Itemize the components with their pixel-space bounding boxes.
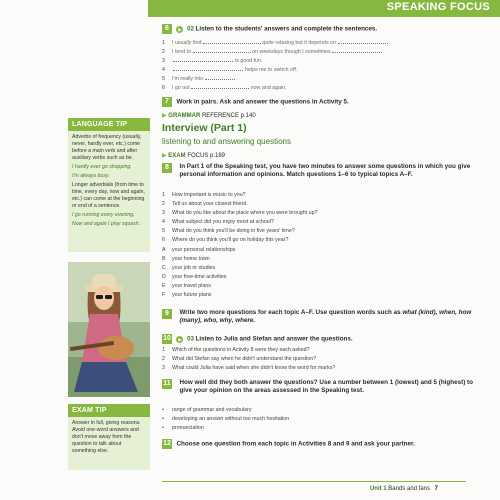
activity-10-header	[162, 334, 353, 344]
blank-line[interactable]	[338, 39, 388, 44]
unit-label: Unit 1	[369, 486, 387, 492]
topic-text: your future plans	[172, 292, 212, 298]
track-number: 03	[186, 335, 194, 343]
item-number: 1	[162, 192, 165, 198]
question-row	[162, 237, 288, 243]
topic-row	[162, 292, 211, 298]
exam-tip-text: Answer in full, giving reasons. Avoid one-word answers and don't move away from the question to talk about something else.	[72, 420, 141, 454]
blank-line[interactable]	[173, 66, 243, 71]
activity-6-header	[162, 24, 377, 34]
topic-letter: E	[162, 283, 166, 289]
question-text: Tell us about your closest friend.	[172, 201, 248, 207]
blank-line[interactable]	[332, 48, 382, 53]
blank-line[interactable]	[205, 75, 235, 80]
activity-number: 6	[162, 24, 172, 34]
item-number: 5	[162, 76, 165, 82]
topic-row	[162, 265, 215, 271]
language-tip-example-1b: I'm always busy.	[72, 173, 110, 179]
activity-10-instruction: Listen to Julia and Stefan and answer the questions.	[195, 335, 353, 343]
topic-row	[162, 247, 235, 253]
bullet-icon: •	[162, 407, 164, 413]
activity-8-instruction: In Part 1 of the Speaking test, you have two minutes to answer some questions in which you give personal information and opinions. Match questions 1–6 to typical topics A–F.	[179, 163, 471, 178]
question-text: Which of the questions in Activity 8 were they each asked?	[172, 347, 310, 353]
topic-row	[162, 283, 211, 289]
activity-number: 10	[163, 335, 171, 342]
activity-11-instruction: How well did they both answer the questions? Use a number between 1 (lowest) and 5 (highest) to give your opinion on the areas assessed in the Speaking test.	[179, 379, 473, 394]
activity-6-instruction: Listen to the students' answers and complete the sentences.	[195, 25, 378, 33]
item-number: 2	[162, 201, 165, 207]
sentence-start: I go out	[172, 85, 190, 91]
topic-letter: D	[162, 274, 166, 280]
activity-12-instruction: Choose one question from each topic in Activities 8 and 9 and ask your partner.	[176, 440, 415, 448]
footer-divider	[162, 481, 466, 482]
track-number: 02	[186, 25, 194, 33]
section-subtitle: listening to and answering questions	[162, 137, 291, 146]
grammar-label: GRAMMAR	[168, 113, 201, 119]
sentence-end: helps me to switch off.	[244, 67, 298, 73]
header-bar	[148, 0, 500, 17]
exam-tip-title: EXAM TIP	[68, 404, 150, 417]
topic-text: your job or studies	[172, 265, 216, 271]
item-number: 1	[162, 347, 165, 353]
blank-line[interactable]	[203, 39, 261, 44]
item-number: 2	[162, 356, 165, 362]
topic-text: your home town	[172, 256, 210, 262]
item-number: 4	[162, 67, 165, 73]
language-tip-box	[68, 118, 150, 252]
section-title: Interview (Part 1)	[162, 122, 247, 134]
activity-7	[162, 97, 349, 107]
activity-6-item	[162, 39, 388, 46]
topic-letter: F	[162, 292, 166, 298]
item-number: 3	[162, 210, 165, 216]
bullet-item	[162, 425, 204, 431]
activity-number: 7	[162, 97, 172, 107]
item-number: 1	[162, 40, 165, 46]
exam-label: EXAM	[168, 153, 186, 159]
bullet-text: pronunciation	[172, 425, 204, 431]
question-row	[162, 210, 317, 216]
topic-text: your personal relationships	[172, 247, 236, 253]
activity-6-item	[162, 48, 382, 55]
activity-8-header	[162, 163, 490, 181]
item-number: 6	[162, 237, 165, 243]
sentence-start: I tend to	[172, 49, 192, 55]
audio-play-icon[interactable]: ▶	[178, 26, 182, 32]
item-number: 3	[162, 58, 165, 64]
main-column	[162, 22, 490, 492]
page-number: 7	[434, 486, 438, 492]
triangle-icon: ▶	[162, 153, 167, 159]
blank-line[interactable]	[173, 57, 233, 62]
blank-line[interactable]	[193, 48, 251, 53]
activity-number: 11	[163, 380, 171, 387]
exam-ref-text: FOCUS p.189	[187, 153, 225, 159]
activity-9	[162, 309, 490, 327]
question-text: What did Stefan say when he didn't understand the question?	[172, 356, 317, 362]
sentence-start: I'm really into	[172, 76, 204, 82]
bullet-icon: •	[162, 416, 164, 422]
question-text: What subject did you enjoy most at school?	[172, 219, 274, 225]
question-words: what (kind), when, how (many), who, why, where.	[179, 309, 472, 324]
language-tip-example-2a: I go running every evening.	[72, 212, 135, 218]
language-tip-example-2b: Now and again I play squash.	[72, 221, 141, 227]
question-row	[162, 228, 295, 234]
topic-text: your travel plans	[172, 283, 211, 289]
activity-7-instruction: Work in pairs. Ask and answer the questions in Activity 5.	[176, 98, 349, 106]
question-text: What do you like about the place where you were brought up?	[172, 210, 318, 216]
topic-row	[162, 274, 226, 280]
topic-text: your free-time activities	[172, 274, 227, 280]
activity-6-item	[162, 75, 235, 82]
question-row	[162, 219, 274, 225]
grammar-reference[interactable]	[162, 112, 256, 119]
activity-6-item	[162, 66, 297, 73]
sentence-end: is good fun.	[234, 58, 263, 64]
topic-letter: B	[162, 256, 166, 262]
question-text: What could Julia have said when she didn't know the word for marks?	[172, 365, 336, 371]
activity-6-item	[162, 57, 262, 64]
bullet-item	[162, 407, 252, 413]
language-tip-paragraph-1: Adverbs of frequency (usually, never, hardly ever, etc.) come before a main verb and after auxiliary verbs such as be.	[72, 134, 142, 161]
activity-9-instruction: Write two more questions for each topic A–F. Use question words such as	[179, 309, 401, 316]
question-text: What do you think you'll be doing in five years' time?	[172, 228, 295, 234]
topic-row	[162, 256, 210, 262]
sentence-middle: quite relaxing but it depends on	[262, 40, 337, 46]
exam-reference[interactable]	[162, 152, 225, 159]
item-number: 6	[162, 85, 165, 91]
sentence-middle: on weekdays though I sometimes	[252, 49, 331, 55]
audio-play-icon[interactable]: ▶	[178, 336, 182, 342]
activity-number: 9	[162, 309, 172, 319]
language-tip-example-1a: I hardly ever go shopping.	[72, 164, 132, 170]
exam-tip-box	[68, 404, 150, 470]
bullet-text: developing an answer without too much hesitation	[172, 416, 290, 422]
sentence-end: now and again.	[250, 85, 287, 91]
language-tip-title: LANGUAGE TIP	[68, 118, 150, 131]
item-number: 4	[162, 219, 165, 225]
activity-number: 12	[163, 440, 171, 447]
language-tip-paragraph-2: Longer adverbials (from time to time, every day, now and again, etc.) can come at the beginning or end of a sentence.	[72, 182, 145, 209]
question-row	[162, 347, 310, 353]
sentence-start: I usually find	[172, 40, 202, 46]
question-text: Where do you think you'll go on holiday this year?	[172, 237, 289, 243]
bullet-text: range of grammar and vocabulary	[172, 407, 252, 413]
blank-line[interactable]	[191, 84, 249, 89]
item-number: 5	[162, 228, 165, 234]
footer-unit	[370, 486, 430, 492]
photo-girl-with-guitar	[68, 262, 150, 397]
topic-letter: C	[162, 265, 166, 271]
activity-11	[162, 379, 490, 397]
unit-title: Bands and fans	[388, 486, 430, 492]
bullet-icon: •	[162, 425, 164, 431]
activity-6-item	[162, 84, 287, 91]
grammar-ref-text: REFERENCE p.140	[201, 113, 256, 119]
item-number: 2	[162, 49, 165, 55]
triangle-icon: ▶	[162, 113, 167, 119]
bullet-item	[162, 416, 289, 422]
item-number: 3	[162, 365, 165, 371]
question-row	[162, 201, 248, 207]
activity-12	[162, 439, 415, 449]
question-row	[162, 356, 316, 362]
activity-number: 8	[162, 163, 172, 173]
question-row	[162, 365, 335, 371]
question-row	[162, 192, 246, 198]
page-section-title: SPEAKING FOCUS	[386, 1, 490, 13]
topic-letter: A	[162, 247, 166, 253]
question-text: How important is music to you?	[172, 192, 246, 198]
